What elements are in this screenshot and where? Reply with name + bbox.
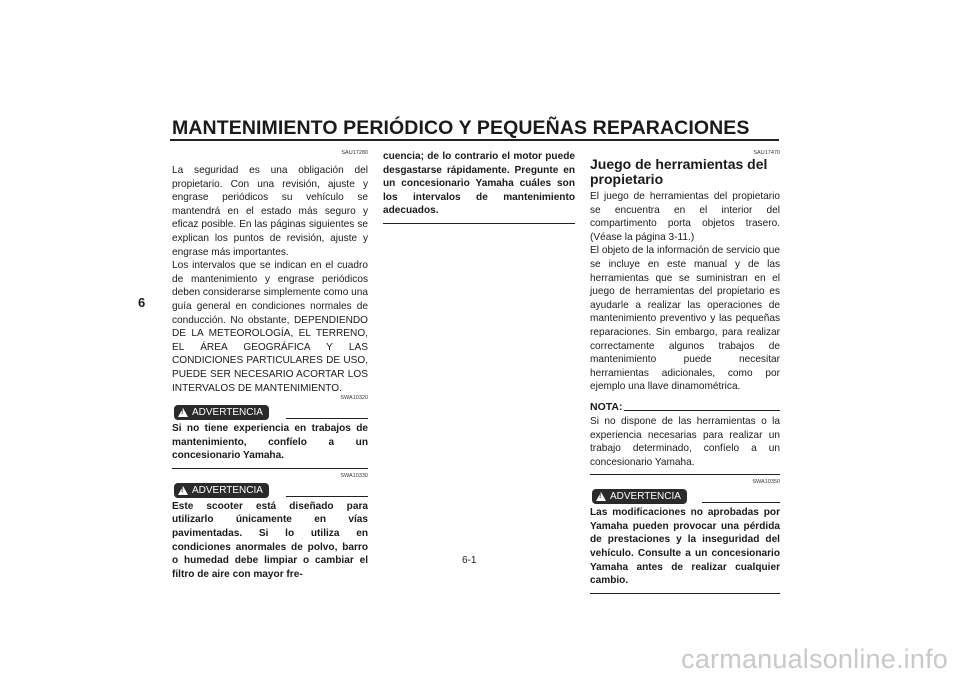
warning-badge [174, 483, 269, 498]
warning-text: Si no tiene experiencia en trabajos de mantenimiento, confíelo a un concesionario Yamaha. [172, 423, 368, 462]
warning-code: SWA10320 [340, 395, 368, 402]
section-heading: Juego de herramientas del propietario [590, 156, 768, 187]
warning-triangle-icon [596, 492, 606, 501]
warning-rule [702, 502, 780, 503]
warning-rule [286, 418, 368, 419]
tools-paragraph-2: El objeto de la información de servicio que se incluye en este manual y de las herramientas que se suministran en el juego de herramientas del propietario es ayudarle a realizar las operaciones de mantenimiento preventivo y las pequeñas reparaciones. Sin embargo, para realizar correctamente algunos trabajos de mantenimiento puede necesitar herramientas adicionales, como por ejemplo una llave dinamométrica. [590, 245, 780, 393]
note-rule [624, 410, 780, 411]
warning-text: Las modificaciones no aprobadas por Yamaha pueden provocar una pérdida de prestaciones y la inseguridad del vehículo. Consulte a un concesionario Yamaha antes de realizar cualquier cambio. [590, 507, 780, 587]
note-label: NOTA: [590, 400, 623, 413]
warning-triangle-icon [178, 408, 188, 417]
warning-text: Este scooter está diseñado para utilizarlo únicamente en vías pavimentadas. Si lo utiliza en condiciones anormales de polvo, barro o humedad debe limpiar o cambiar el filtro de aire con mayor fre- [172, 500, 368, 580]
warning-header [590, 489, 780, 506]
note-end-rule [590, 474, 780, 475]
column-right [590, 150, 780, 594]
note-header [590, 401, 780, 415]
warning-header [172, 405, 368, 422]
intro-paragraph-2: Los intervalos que se indican en el cuadro de mantenimiento y engrase periódicos deben considerarse simplemente como una guía general en condiciones normales de conducción. No obstante, DEPENDIENDO DE LA METEOROLOGÍA, EL TERRENO, EL ÁREA GEOGRÁFICA Y LAS CONDICIONES PARTICULARES DE USO, PUEDE SER NECESARIO ACORTAR LOS INTERVALOS DE MANTENIMIENTO. [172, 260, 368, 394]
section-code: SAU17280 [341, 150, 368, 156]
warning-code: SWA10330 [340, 472, 368, 479]
watermark: carmanualsonline.info [681, 644, 948, 674]
warning-header [172, 483, 368, 500]
warning-rule [286, 496, 368, 497]
warning-label: ADVERTENCIA [610, 491, 681, 503]
intro-paragraph-1: La seguridad es una obligación del propietario. Con una revisión, ajuste y engrase periódicos su vehículo se mantendrá en el estado más seguro y eficaz posible. En las páginas siguientes se explican los puntos de revisión, ajuste y engrase más importantes. [172, 165, 368, 258]
warning-label: ADVERTENCIA [192, 484, 263, 496]
warning-triangle-icon [178, 486, 188, 495]
note-text: Si no dispone de las herramientas o la experiencia necesarias para realizar un trabajo determinado, confíelo a un concesionario Yamaha. [590, 415, 780, 468]
warning-label: ADVERTENCIA [192, 407, 263, 419]
title-rule [170, 139, 779, 141]
column-middle [383, 150, 575, 224]
column-left [172, 150, 368, 581]
warning-text-continued: cuencia; de lo contrario el motor puede desgastarse rápidamente. Pregunte en un concesionario Yamaha cuáles son los intervalos de mantenimiento adecuados. [383, 151, 575, 217]
warning-end-rule [383, 223, 575, 224]
warning-end-rule [590, 593, 780, 594]
page-title: MANTENIMIENTO PERIÓDICO Y PEQUEÑAS REPARACIONES [172, 117, 750, 139]
page-number: 6-1 [462, 555, 477, 566]
warning-badge [592, 489, 687, 504]
warning-badge [174, 405, 269, 420]
section-code: SAU17470 [753, 150, 780, 156]
warning-end-rule [172, 468, 368, 469]
tools-paragraph-1: El juego de herramientas del propietario se encuentra en el interior del compartimento porta objetos trasero. (Véase la página 3-11.) [590, 191, 780, 243]
warning-code: SWA10350 [752, 479, 780, 486]
chapter-tab: 6 [138, 295, 146, 310]
